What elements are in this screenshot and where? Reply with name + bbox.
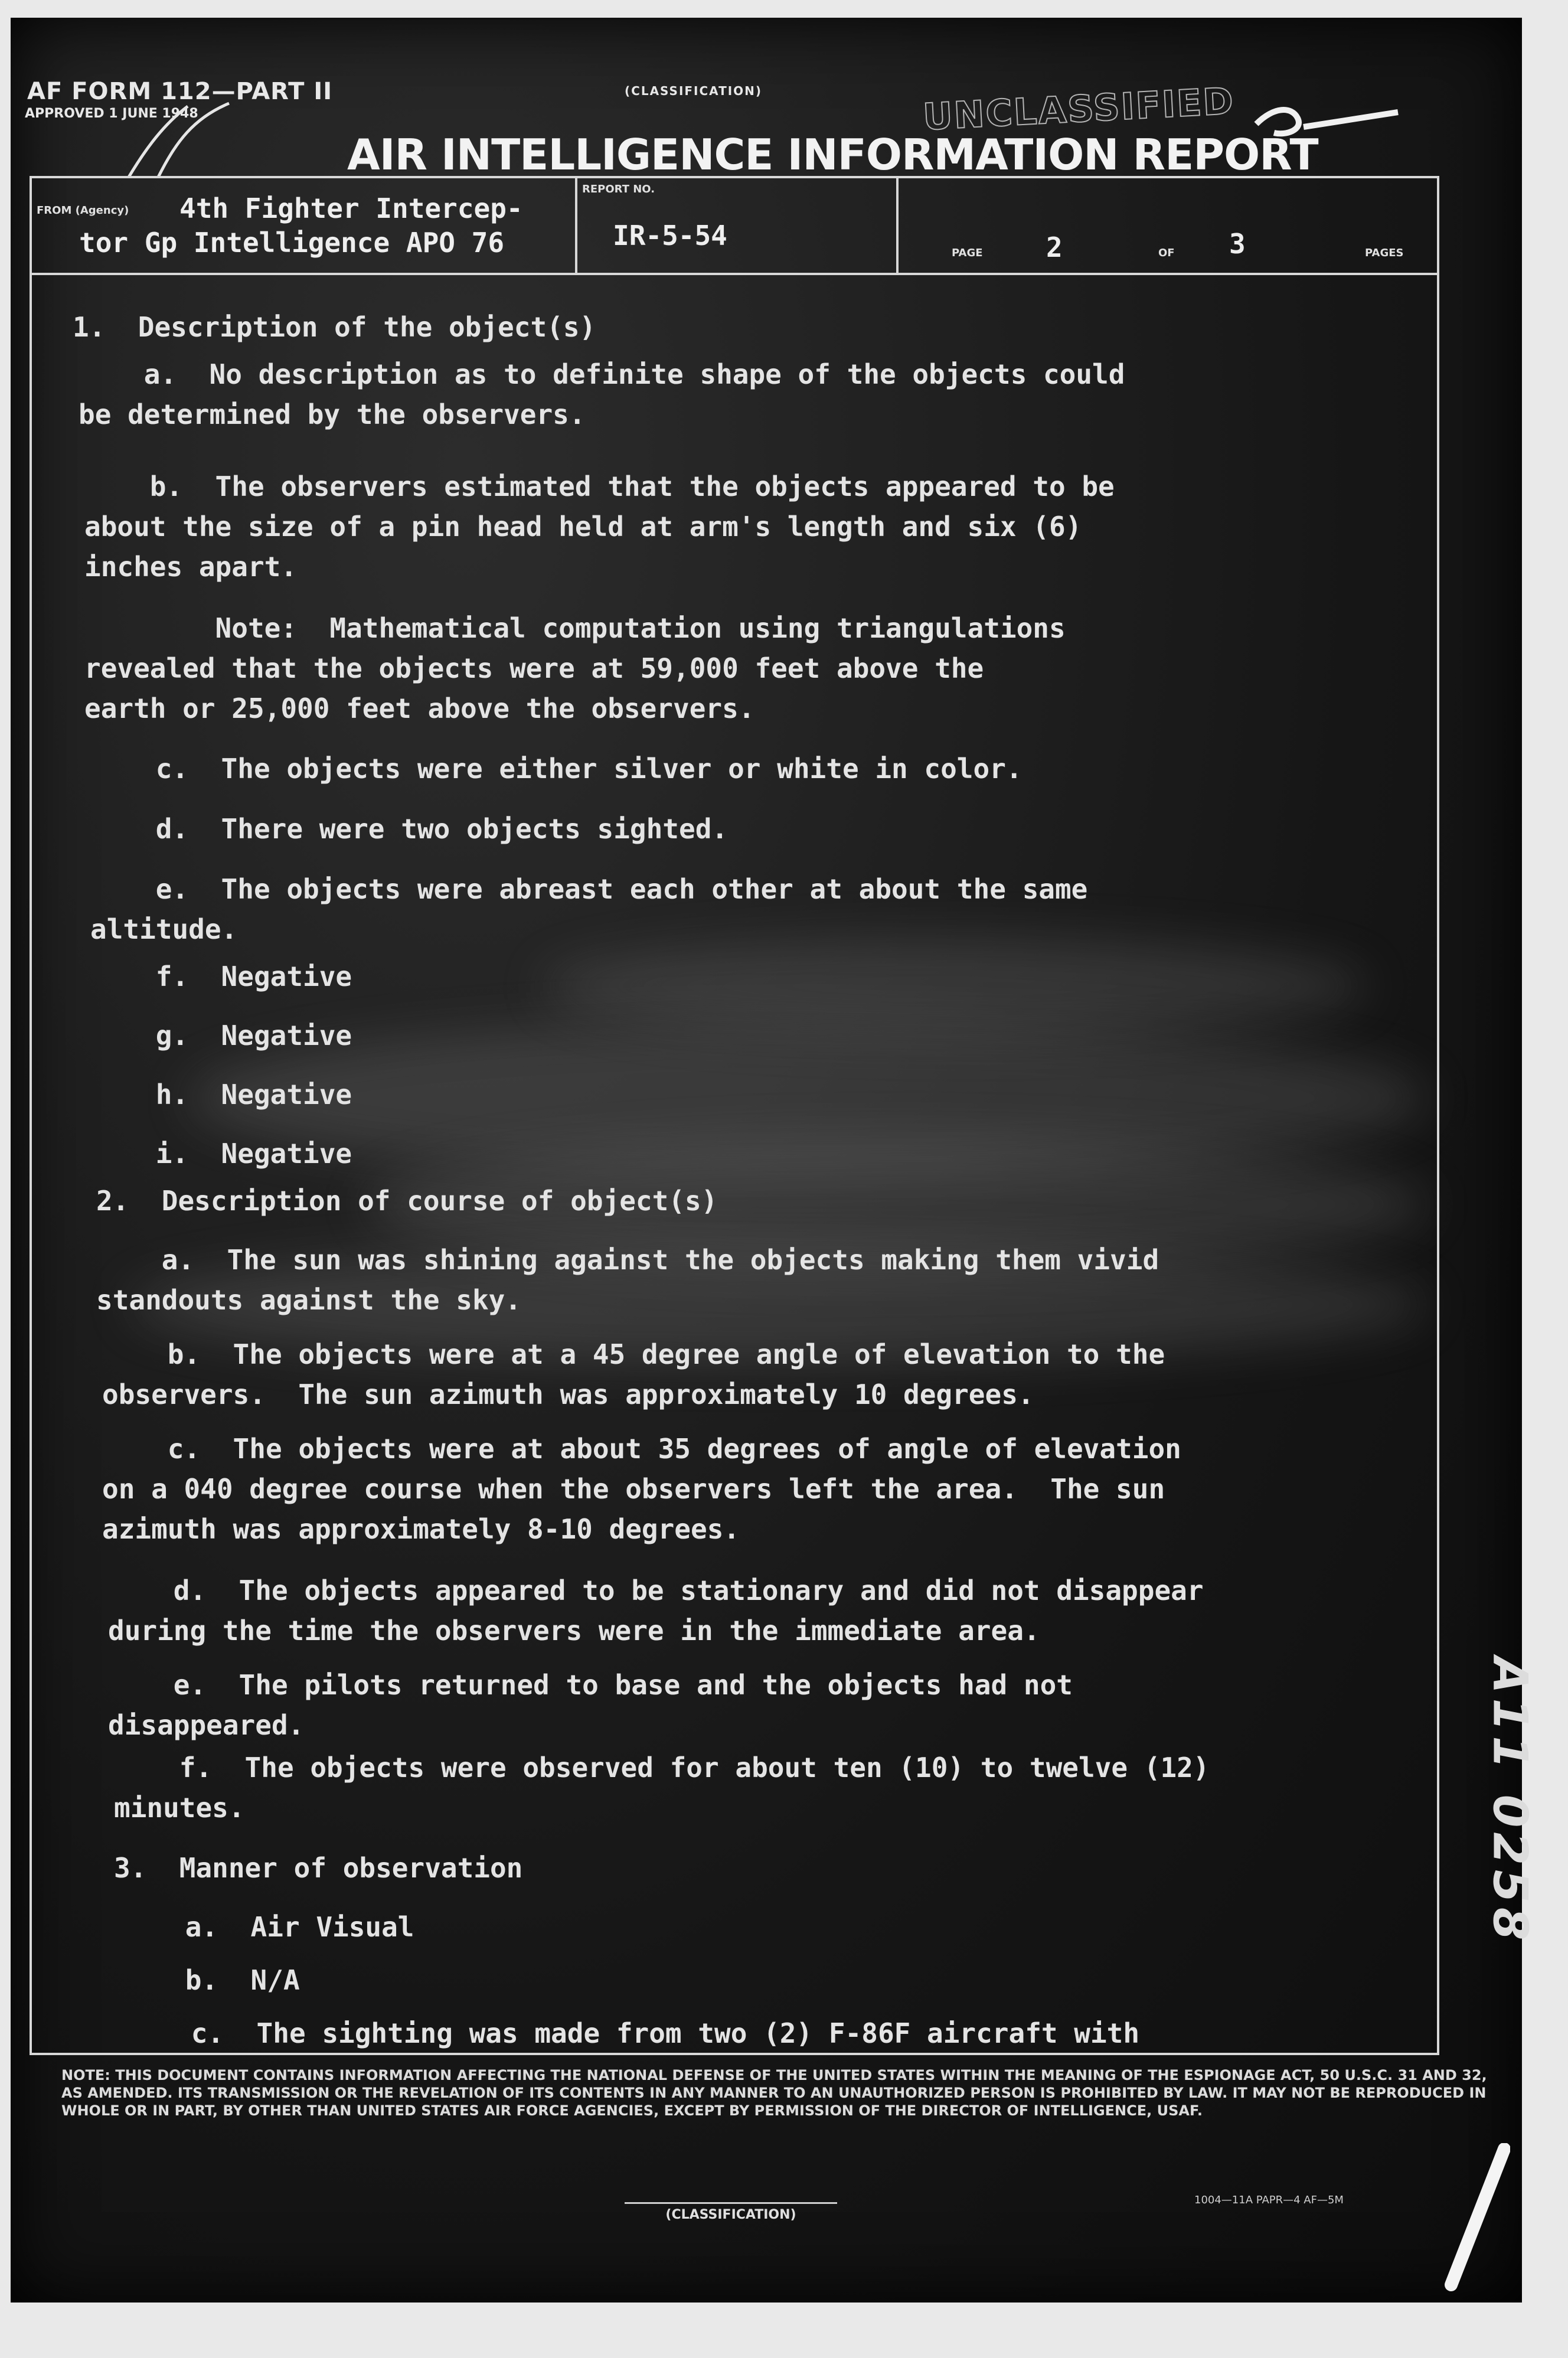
header-fields [32, 178, 1437, 275]
body-line: a. The sun was shining against the objects making them vivid [96, 1244, 1159, 1276]
body-line: 2. Description of course of object(s) [96, 1185, 718, 1217]
report-title: AIR INTELLIGENCE INFORMATION REPORT [347, 130, 1318, 179]
body-line: d. There were two objects sighted. [90, 813, 729, 845]
page-number: 2 [1046, 231, 1063, 263]
body-line: a. No description as to definite shape of the objects could [79, 358, 1125, 390]
body-line: earth or 25,000 feet above the observers. [84, 693, 755, 724]
body-line: h. Negative [90, 1079, 352, 1111]
body-line: about the size of a pin head held at arm's length and six (6) [84, 511, 1082, 543]
body-line: azimuth was approximately 8-10 degrees. [102, 1513, 740, 1545]
body-line: f. Negative [90, 961, 352, 992]
page-field [899, 178, 1437, 273]
body-line: Note: Mathematical computation using triangulations [84, 612, 1066, 644]
from-field [32, 178, 577, 273]
body-line: be determined by the observers. [79, 399, 586, 430]
report-number-field [577, 178, 899, 273]
body-line: b. The observers estimated that the objects appeared to be [84, 471, 1115, 502]
from-line-1: 4th Fighter Intercep- [179, 192, 523, 224]
body-line: altitude. [90, 913, 238, 945]
side-stamp-text: A11 0258 [1482, 1657, 1538, 1945]
body-line: c. The sighting was made from two (2) F-86F aircraft with [126, 2017, 1140, 2049]
body-line: c. The objects were either silver or white in color. [90, 753, 1023, 785]
report-number: IR-5-54 [613, 220, 727, 252]
approval-date: APPROVED 1 JUNE 1948 [25, 106, 198, 121]
from-line-2: tor Gp Intelligence APO 76 [79, 227, 505, 259]
body-line: during the time the observers were in the immediate area. [108, 1615, 1040, 1647]
from-label: FROM (Agency) [37, 204, 129, 217]
body-line: f. The objects were observed for about ten (10) to twelve (12) [114, 1752, 1210, 1784]
body-line: 1. Description of the object(s) [73, 311, 596, 343]
side-stamp [1475, 1576, 1546, 2025]
body-line: inches apart. [84, 551, 298, 583]
body-line: disappeared. [108, 1709, 305, 1741]
body-line: standouts against the sky. [96, 1284, 522, 1316]
body-line: revealed that the objects were at 59,000 feet above the [84, 652, 984, 684]
body-line: a. Air Visual [120, 1911, 414, 1943]
body-line: b. The objects were at a 45 degree angle of elevation to the [102, 1338, 1165, 1370]
pen-stroke-icon [1439, 2143, 1510, 2297]
body-line: i. Negative [90, 1138, 352, 1170]
report-sheet [11, 18, 1538, 2303]
classification-bottom: (CLASSIFICATION) [625, 2202, 837, 2222]
pages-label: PAGES [1365, 247, 1404, 259]
body-line: observers. The sun azimuth was approximately 10 degrees. [102, 1379, 1034, 1410]
body-line: e. The objects were abreast each other at about the same [90, 873, 1088, 905]
body-line: 3. Manner of observation [114, 1852, 523, 1884]
form-code: 1004—11A PAPR—4 AF—5M [1194, 2194, 1344, 2206]
body-line: d. The objects appeared to be stationary and did not disappear [108, 1575, 1204, 1606]
report-label: REPORT NO. [582, 183, 655, 195]
body-line: e. The pilots returned to base and the objects had not [108, 1669, 1073, 1701]
body-line: on a 040 degree course when the observers left the area. The sun [102, 1473, 1165, 1505]
pen-mark-icon [1250, 100, 1404, 142]
form-number: AF FORM 112—PART II [27, 78, 333, 105]
unclassified-stamp: UNCLASSIFIED [922, 79, 1236, 139]
page-total: 3 [1229, 228, 1246, 260]
body-line: minutes. [114, 1792, 245, 1824]
handwritten-initials-icon [123, 100, 241, 183]
espionage-act-notice: NOTE: THIS DOCUMENT CONTAINS INFORMATION AFFECTING THE NATIONAL DEFENSE OF THE UNITED STATES WITHIN THE MEANING OF THE ESPIONAGE ACT, 50 U.S.C. 31 AND 32, AS AMENDED. ITS TRANSMISSION OR THE REVELATION OF ITS CONTENTS IN ANY MANNER TO AN UNAUTHORIZED PERSON IS PROHIBITED BY LAW. IT MAY NOT BE REPRODUCED IN WHOLE OR IN PART, BY OTHER THAN UNITED STATES AIR FORCE AGENCIES, EXCEPT BY PERMISSION OF THE DIRECTOR OF INTELLIGENCE, USAF. [61, 2067, 1487, 2119]
of-label: OF [1158, 247, 1175, 259]
body-line: b. N/A [120, 1964, 300, 1996]
page-label: PAGE [952, 247, 983, 259]
body-line: g. Negative [90, 1020, 352, 1051]
classification-top: (CLASSIFICATION) [625, 84, 763, 98]
body-line: c. The objects were at about 35 degrees of angle of elevation [102, 1433, 1181, 1465]
